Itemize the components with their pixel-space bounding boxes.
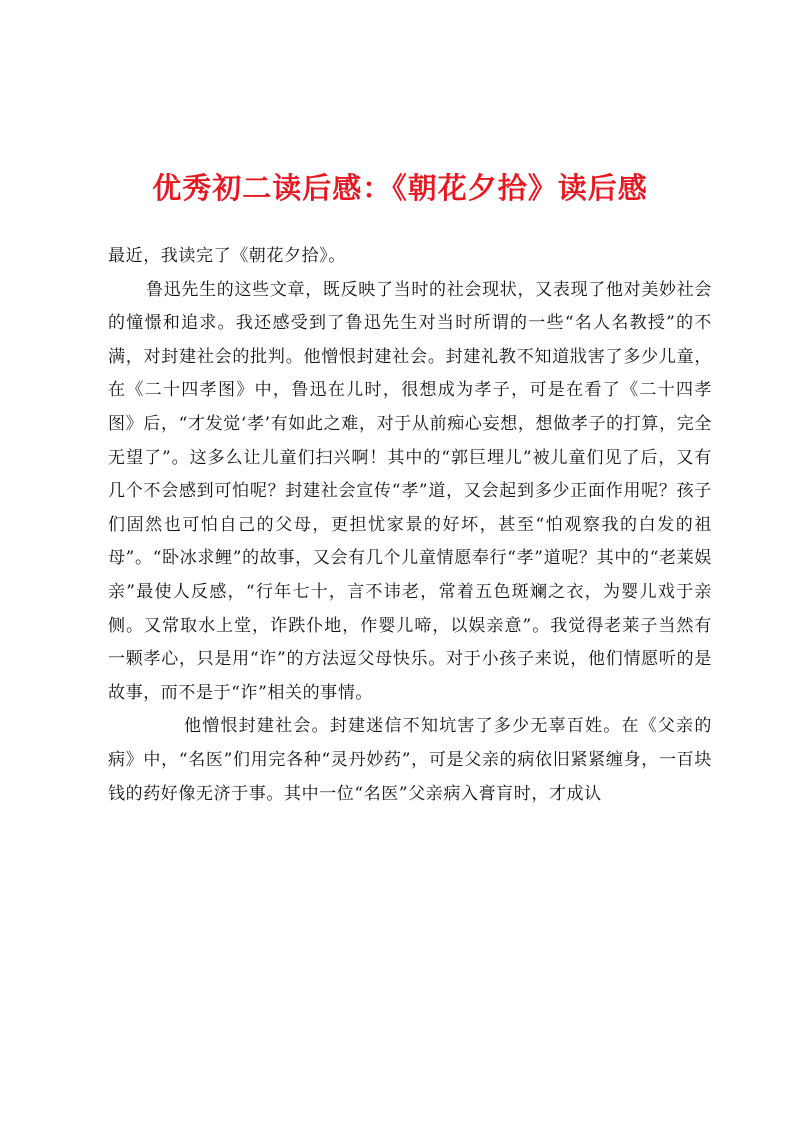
paragraph-superstition: 他憎恨封建社会。封建迷信不知坑害了多少无辜百姓。在《父亲的病》中，“名医”们用完各种“灵丹妙药”，可是父亲的病依旧紧紧缠身，一百块钱的药好像无济于事。其中一位“名医”父亲病入膏肓时，才成认: [108, 716, 712, 804]
document-title: 优秀初二读后感：《朝花夕拾》读后感: [152, 171, 648, 205]
document-body: [108, 240, 712, 811]
paragraph-intro: 最近，我读完了《朝花夕拾》。: [108, 246, 346, 266]
paragraph-critique: 鲁迅先生的这些文章，既反映了当时的社会现状，又表现了他对美妙社会的憧憬和追求。我还感受到了鲁迅先生对当时所谓的一些“名人名教授”的不满，对封建社会的批判。他憎恨封建社会。封建礼教不知道戕害了多少儿童，在《二十四孝图》中，鲁迅在儿时，很想成为孝子，可是在看了《二十四孝图》后，“才发觉‘孝’有如此之难，对于从前痴心妄想，想做孝子的打算，完全无望了”。这多么让儿童们扫兴啊！其中的“郭巨埋儿”被儿童们见了后，又有几个不会感到可怕呢？封建社会宣传“孝”道，又会起到多少正面作用呢？孩子们固然也可怕自己的父母，更担忧家景的好坏，甚至“怕观察我的白发的祖母”。“卧冰求鲤”的故事，又会有几个儿童情愿奉行“孝”道呢？其中的“老莱娱亲”最使人反感，“行年七十，言不讳老，常着五色斑斓之衣，为婴儿戏于亲侧。又常取水上堂，诈跌仆地，作婴儿啼，以娱亲意”。我觉得老莱子当然有一颗孝心，只是用“诈”的方法逗父母快乐。对于小孩子来说，他们情愿听的是故事，而不是于“诈”相关的事情。: [108, 279, 712, 703]
